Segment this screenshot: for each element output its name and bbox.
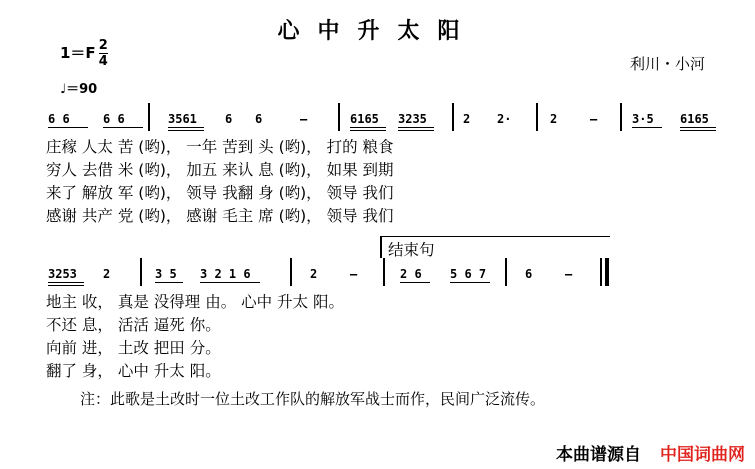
lyric-line-3: 向前 进， 土改 把田 分。	[46, 339, 221, 357]
ending-bracket-left	[380, 236, 382, 258]
note-group: 2	[550, 112, 558, 126]
note-group: 2	[103, 267, 111, 281]
lyric-line-4: 感谢 共产 党 (哟)， 感谢 毛主 席 (哟)， 领导 我们	[46, 207, 394, 225]
note-group: 3253	[48, 267, 77, 281]
beam	[400, 282, 430, 283]
bar-line	[338, 103, 340, 131]
author-credit: 利川・小河	[630, 55, 706, 73]
key-label: 1＝F	[60, 44, 96, 62]
beam	[200, 282, 260, 283]
note-group: 3·5	[632, 112, 654, 126]
note-group: 6165	[350, 112, 379, 126]
lyric-line-1: 地主 收， 真是 没得理 由。 心中 升太 阳。	[46, 293, 344, 311]
bar-line	[536, 103, 538, 131]
time-top: 2	[98, 38, 108, 53]
footnote: 注：此歌是土改时一位土改工作队的解放军战士而作，民间广泛流传。	[80, 390, 546, 408]
note-group: —	[350, 267, 358, 281]
note-group: —	[565, 267, 573, 281]
lyric-line-1: 庄稼 人太 苦 (哟)， 一年 苦到 头 (哟)， 打的 粮食	[46, 138, 394, 156]
bar-line	[148, 103, 150, 131]
beam	[450, 282, 490, 283]
bar-line	[505, 258, 507, 286]
bar-line	[140, 258, 142, 286]
note-group: 3561	[168, 112, 197, 126]
bar-line	[290, 258, 292, 286]
time-signature	[99, 38, 108, 69]
ending-bracket	[380, 236, 610, 237]
beam	[398, 130, 434, 131]
bar-line	[452, 103, 454, 131]
note-group: 6	[525, 267, 533, 281]
beam	[398, 127, 434, 128]
note-group: 2	[463, 112, 471, 126]
note-group: 3 5	[155, 267, 177, 281]
beam	[48, 127, 88, 128]
note-group: 2 6	[400, 267, 422, 281]
time-bottom: 4	[98, 54, 108, 69]
beam	[168, 127, 204, 128]
lyric-line-2: 穷人 去借 米 (哟)， 加五 来认 息 (哟)， 如果 到期	[46, 161, 394, 179]
note-group: 2	[310, 267, 318, 281]
final-bar-thick	[605, 258, 609, 286]
bar-line	[383, 258, 385, 286]
lyric-line-2: 不还 息， 活活 逼死 你。	[46, 316, 221, 334]
beam	[680, 130, 716, 131]
beam	[632, 127, 662, 128]
beam	[48, 282, 84, 283]
song-title: 心中升太阳	[277, 19, 478, 44]
note-group: 6165	[680, 112, 709, 126]
beam	[680, 127, 716, 128]
lyric-line-4: 翻了 身， 心中 升太 阳。	[46, 362, 221, 380]
source-site-link[interactable]: 中国词曲网	[660, 445, 745, 465]
note-group: 5 6 7	[450, 267, 487, 281]
beam	[168, 130, 204, 131]
beam	[103, 127, 143, 128]
note-group: 3235	[398, 112, 427, 126]
beam	[350, 127, 386, 128]
tempo-marking: ♩＝90	[60, 82, 98, 97]
final-bar-thin	[600, 258, 602, 286]
beam	[48, 285, 84, 286]
note-group: 2·	[497, 112, 512, 126]
lyric-line-3: 来了 解放 军 (哟)， 领导 我翻 身 (哟)， 领导 我们	[46, 184, 394, 202]
note-group: —	[590, 112, 598, 126]
beam	[155, 282, 183, 283]
note-group: 6 6	[48, 112, 70, 126]
source-label: 本曲谱源自	[556, 445, 641, 465]
bar-line	[620, 103, 622, 131]
beam	[350, 130, 386, 131]
ending-label: 结束句	[388, 241, 435, 259]
note-group: 3 2 1 6	[200, 267, 251, 281]
note-group: 6 6	[103, 112, 125, 126]
note-group: —	[300, 112, 308, 126]
note-group: 6	[255, 112, 263, 126]
note-group: 6	[225, 112, 233, 126]
key-signature	[60, 38, 108, 69]
